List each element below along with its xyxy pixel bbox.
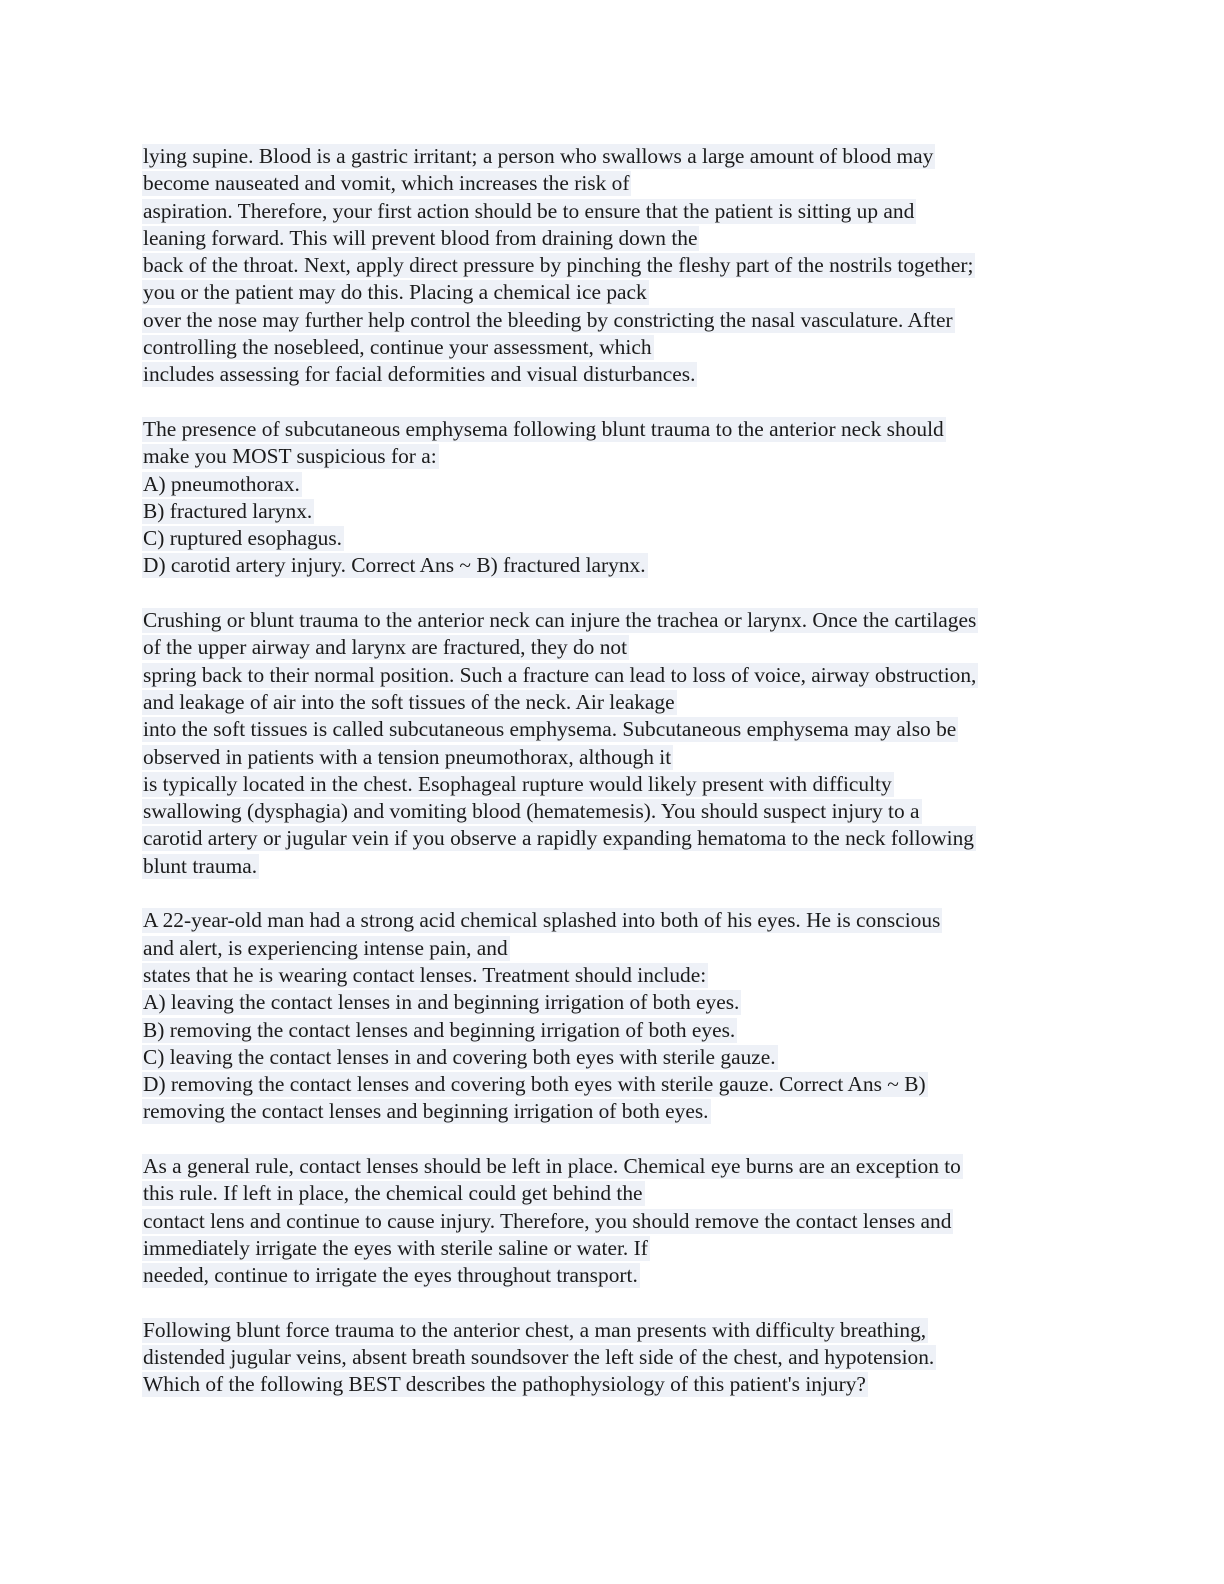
text-line: of the upper airway and larynx are fractured, they do not — [143, 635, 628, 660]
text-line: immediately irrigate the eyes with sterile saline or water. If — [143, 1235, 648, 1260]
question-text-line: Following blunt force trauma to the anterior chest, a man presents with difficulty breathing, — [143, 1317, 927, 1342]
text-line: includes assessing for facial deformities and visual disturbances. — [143, 362, 696, 387]
question-text-line: make you MOST suspicious for a: — [143, 444, 437, 469]
correct-answer-continuation: removing the contact lenses and beginning irrigation of both eyes. — [143, 1099, 709, 1124]
text-line: needed, continue to irrigate the eyes throughout transport. — [143, 1263, 638, 1288]
answer-option-a: A) pneumothorax. — [143, 471, 300, 496]
question-text-line: distended jugular veins, absent breath soundsover the left side of the chest, and hypotension. — [143, 1345, 935, 1370]
question-chemical-eye-burn — [142, 907, 1082, 1125]
text-line: Crushing or blunt trauma to the anterior neck can injure the trachea or larynx. Once the cartilages — [143, 608, 977, 633]
text-line: swallowing (dysphagia) and vomiting blood (hematemesis). You should suspect injury to a — [143, 799, 920, 824]
text-line: carotid artery or jugular vein if you observe a rapidly expanding hematoma to the neck following — [143, 826, 974, 851]
text-line: lying supine. Blood is a gastric irritant; a person who swallows a large amount of blood may — [143, 144, 934, 168]
text-line: controlling the nosebleed, continue your assessment, which — [143, 335, 652, 360]
text-line: is typically located in the chest. Esophageal rupture would likely present with difficulty — [143, 771, 892, 796]
text-line: and leakage of air into the soft tissues of the neck. Air leakage — [143, 689, 675, 714]
document-page — [142, 143, 1082, 1426]
answer-option-a: A) leaving the contact lenses in and beginning irrigation of both eyes. — [143, 990, 740, 1015]
question-text-line: and alert, is experiencing intense pain, and — [143, 935, 508, 960]
text-line: back of the throat. Next, apply direct pressure by pinching the fleshy part of the nostrils together; — [143, 253, 974, 278]
text-line: become nauseated and vomit, which increases the risk of — [143, 171, 630, 196]
text-line: over the nose may further help control the bleeding by constricting the nasal vasculature. After — [143, 307, 953, 332]
question-text-line: states that he is wearing contact lenses. Treatment should include: — [143, 962, 707, 987]
text-line: spring back to their normal position. Such a fracture can lead to loss of voice, airway obstruction, — [143, 662, 977, 687]
text-line: into the soft tissues is called subcutaneous emphysema. Subcutaneous emphysema may also be — [143, 717, 957, 742]
text-line: blunt trauma. — [143, 853, 258, 878]
answer-option-d-with-correct-answer: D) carotid artery injury. Correct Ans ~ B) fractured larynx. — [143, 553, 646, 578]
question-chest-trauma — [142, 1317, 1082, 1399]
text-line: As a general rule, contact lenses should be left in place. Chemical eye burns are an exception to — [143, 1153, 961, 1178]
answer-option-c: C) ruptured esophagus. — [143, 526, 343, 551]
text-line: leaning forward. This will prevent blood from draining down the — [143, 225, 698, 250]
text-line: aspiration. Therefore, your first action should be to ensure that the patient is sitting up and — [143, 198, 915, 223]
question-text-line: A 22-year-old man had a strong acid chemical splashed into both of his eyes. He is conscious — [143, 908, 941, 933]
question-text-line: Which of the following BEST describes the pathophysiology of this patient's injury? — [143, 1372, 866, 1397]
text-line: observed in patients with a tension pneumothorax, although it — [143, 744, 672, 769]
paragraph-larynx-explanation — [142, 607, 1082, 880]
text-line: you or the patient may do this. Placing a chemical ice pack — [143, 280, 647, 305]
text-line: this rule. If left in place, the chemical could get behind the — [143, 1181, 643, 1206]
question-text-line: The presence of subcutaneous emphysema following blunt trauma to the anterior neck should — [143, 416, 944, 441]
answer-option-b: B) fractured larynx. — [143, 498, 313, 523]
paragraph-contact-lens-explanation — [142, 1153, 1082, 1289]
paragraph-nosebleed-explanation — [142, 143, 1082, 389]
question-subcutaneous-emphysema — [142, 416, 1082, 580]
answer-option-d-with-correct-answer: D) removing the contact lenses and covering both eyes with sterile gauze. Correct Ans ~ B) — [143, 1072, 926, 1097]
answer-option-b: B) removing the contact lenses and beginning irrigation of both eyes. — [143, 1017, 736, 1042]
text-line: contact lens and continue to cause injury. Therefore, you should remove the contact lenses and — [143, 1208, 952, 1233]
answer-option-c: C) leaving the contact lenses in and covering both eyes with sterile gauze. — [143, 1044, 776, 1069]
